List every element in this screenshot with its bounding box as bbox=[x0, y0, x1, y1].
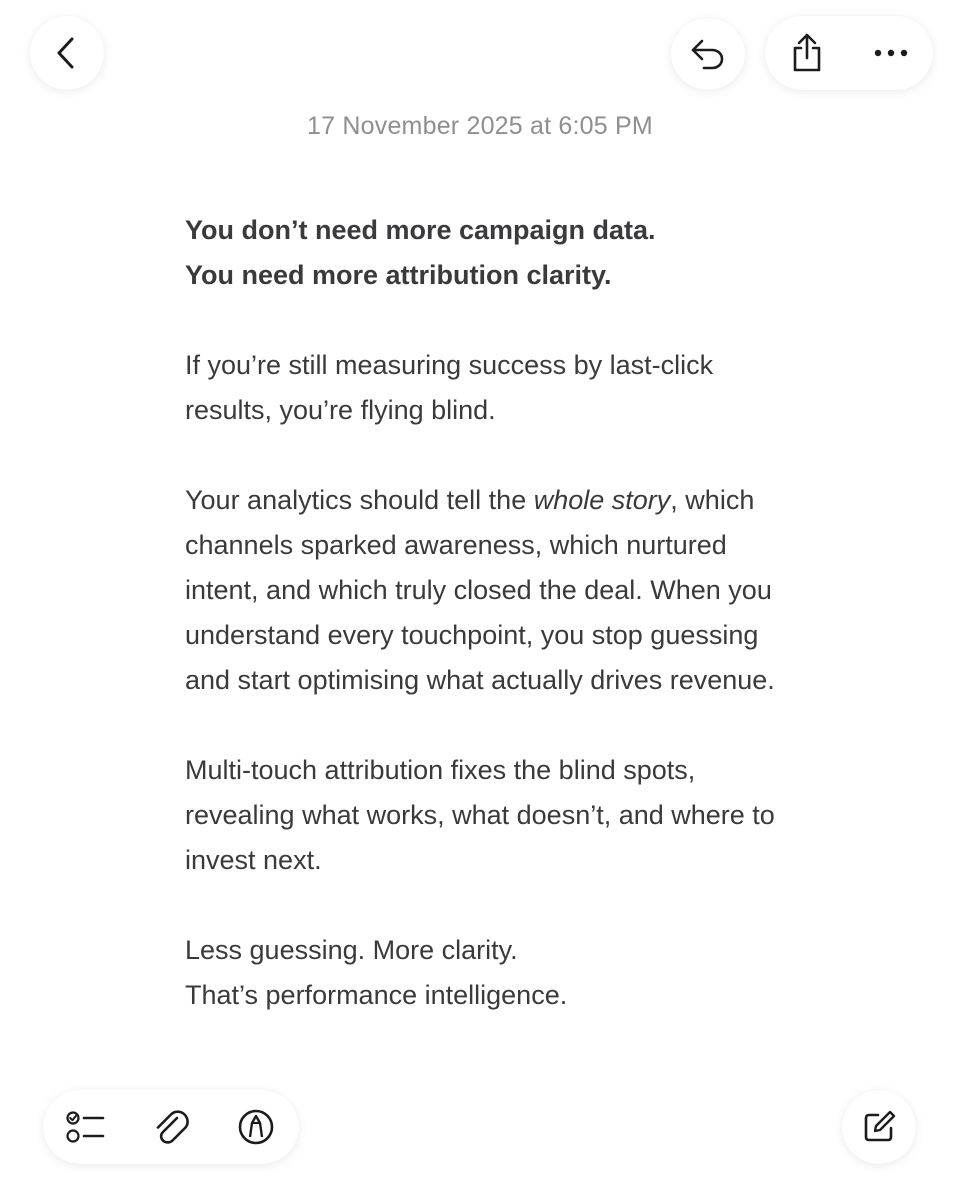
ellipsis-icon bbox=[873, 48, 909, 58]
share-icon bbox=[789, 33, 825, 73]
note-closing-line-2: That’s performance intelligence. bbox=[185, 980, 568, 1010]
chevron-left-icon bbox=[52, 36, 82, 70]
note-heading-line-2: You need more attribution clarity. bbox=[185, 260, 612, 290]
markup-pen-icon bbox=[237, 1108, 275, 1146]
note-paragraph-3: Multi-touch attribution fixes the blind spots, revealing what works, what doesn’t, and where to invest next. bbox=[185, 755, 775, 875]
attachment-button[interactable] bbox=[129, 1090, 214, 1164]
checklist-icon bbox=[66, 1109, 106, 1145]
paperclip-icon bbox=[153, 1108, 189, 1146]
note-heading-line-1: You don’t need more campaign data. bbox=[185, 215, 656, 245]
note-closing-line-1: Less guessing. More clarity. bbox=[185, 935, 518, 965]
checklist-button[interactable] bbox=[44, 1090, 129, 1164]
note-paragraph-2-italic: whole story bbox=[533, 485, 671, 515]
note-paragraph-1: If you’re still measuring success by last-click results, you’re flying blind. bbox=[185, 350, 714, 425]
note-paragraph-2-start: Your analytics should tell the bbox=[185, 485, 534, 515]
note-date: 17 November 2025 at 6:05 PM bbox=[307, 112, 653, 140]
compose-icon bbox=[861, 1109, 897, 1145]
markup-button[interactable] bbox=[214, 1090, 299, 1164]
compose-button[interactable] bbox=[842, 1090, 916, 1164]
note-paragraph-2-end: , which channels sparked awareness, which nurtured intent, and which truly closed the deal. When you understand every touchpoint, you stop guessing and start optimising what actually drives revenue. bbox=[185, 485, 775, 695]
note-body[interactable] bbox=[185, 208, 805, 1018]
share-button[interactable] bbox=[765, 16, 849, 90]
note-paragraph-2 bbox=[185, 478, 805, 703]
undo-button[interactable] bbox=[671, 18, 745, 90]
back-button[interactable] bbox=[30, 16, 104, 90]
bottom-tool-pill bbox=[43, 1090, 299, 1164]
more-button[interactable] bbox=[849, 16, 933, 90]
action-pill bbox=[765, 16, 933, 90]
undo-icon bbox=[690, 37, 726, 71]
